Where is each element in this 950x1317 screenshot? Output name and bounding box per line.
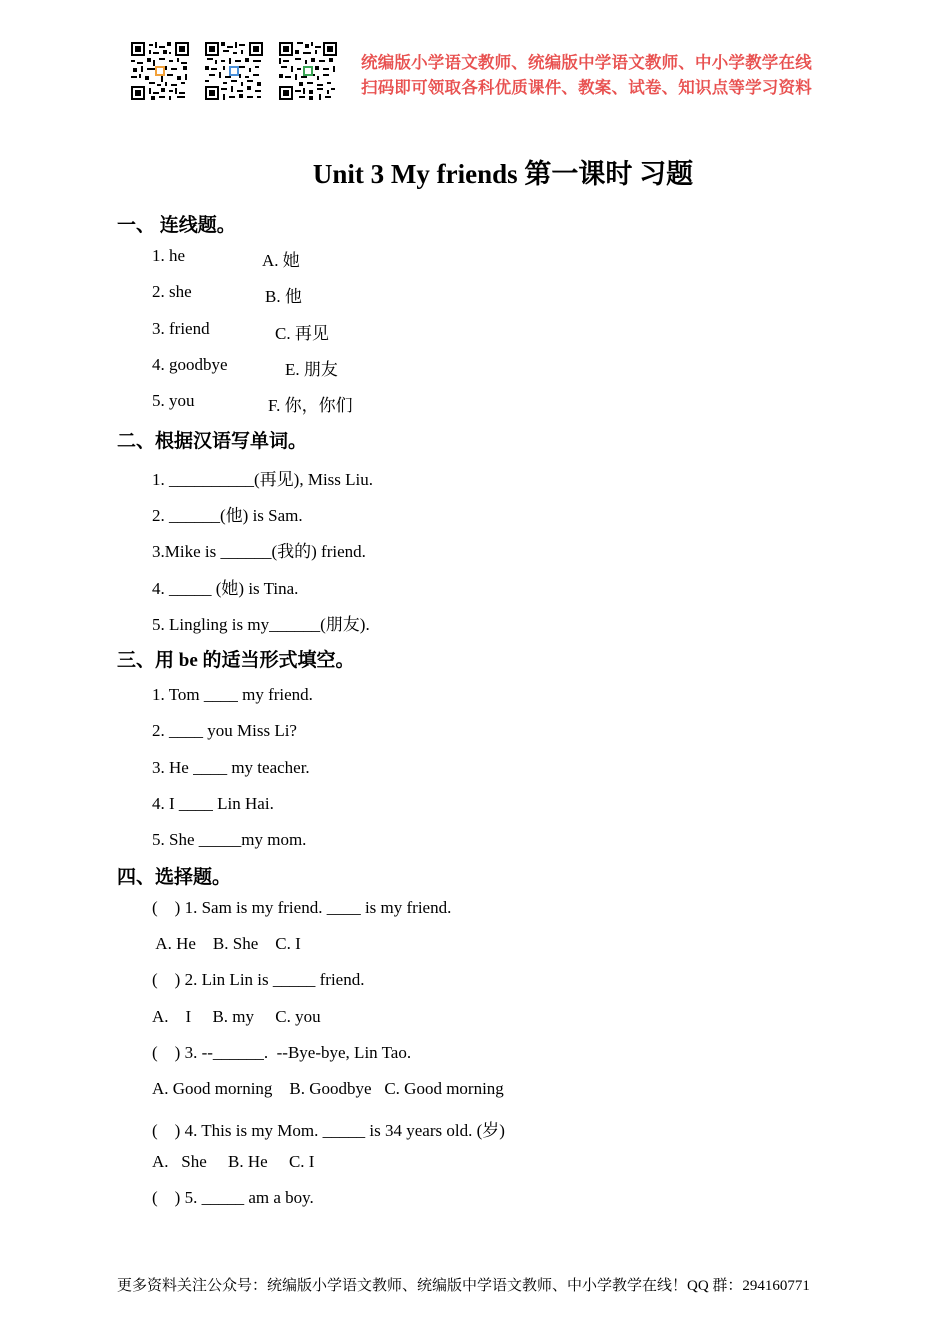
fill-item-2: 2. ______(他) is Sam. [152, 506, 303, 525]
match-left-4: 4. goodbye [152, 355, 228, 374]
choice-question-4: ( ) 4. This is my Mom. _____ is 34 years old. (岁) [152, 1121, 505, 1140]
match-right-1: A. 她 [262, 251, 300, 270]
match-left-3: 3. friend [152, 319, 210, 338]
banner-line-1: 统编版小学语文教师、统编版中学语文教师、中小学教学在线 [361, 53, 812, 72]
section-1-heading: 一、 连线题。 [117, 215, 236, 236]
match-right-4: E. 朋友 [285, 360, 338, 379]
choice-options-1: A. He B. She C. I [152, 934, 301, 953]
match-left-1: 1. he [152, 246, 186, 265]
fill-item-5: 5. Lingling is my______(朋友). [152, 615, 370, 634]
banner-line-2: 扫码即可领取各科优质课件、教案、试卷、知识点等学习资料 [361, 78, 812, 97]
page-footer: 更多资料关注公众号：统编版小学语文教师、统编版中学语文教师、中小学教学在线！QQ 群：294160771 [117, 1278, 810, 1294]
qr-code-icon [131, 42, 189, 100]
match-right-2: B. 他 [265, 287, 302, 306]
be-item-5: 5. She _____my mom. [152, 830, 307, 849]
choice-question-2: ( ) 2. Lin Lin is _____ friend. [152, 970, 365, 989]
fill-item-4: 4. _____ (她) is Tina. [152, 579, 299, 598]
qr-code-3 [279, 42, 337, 100]
match-left-5: 5. you [152, 391, 195, 410]
match-left-2: 2. she [152, 282, 192, 301]
qr-code-icon [279, 42, 337, 100]
qr-code-1 [131, 42, 189, 100]
match-right-5: F. 你，你们 [268, 396, 353, 415]
be-item-4: 4. I ____ Lin Hai. [152, 794, 274, 813]
choice-options-2: A. I B. my C. you [152, 1007, 321, 1026]
qr-code-2 [205, 42, 263, 100]
choice-question-5: ( ) 5. _____ am a boy. [152, 1188, 314, 1207]
be-item-2: 2. ____ you Miss Li? [152, 721, 297, 740]
choice-options-4: A. She B. He C. I [152, 1152, 315, 1171]
qr-code-icon [205, 42, 263, 100]
choice-question-1: ( ) 1. Sam is my friend. ____ is my friend. [152, 898, 452, 917]
section-3-heading: 三、用 be 的适当形式填空。 [117, 650, 355, 671]
section-4-heading: 四、选择题。 [117, 867, 232, 888]
page-title: Unit 3 My friends 第一课时 习题 [312, 159, 694, 189]
choice-question-3: ( ) 3. --______. --Bye-bye, Lin Tao. [152, 1043, 412, 1062]
choice-options-3: A. Good morning B. Goodbye C. Good morning [152, 1079, 504, 1098]
section-2-heading: 二、根据汉语写单词。 [117, 431, 308, 452]
be-item-3: 3. He ____ my teacher. [152, 758, 310, 777]
be-item-1: 1. Tom ____ my friend. [152, 685, 313, 704]
fill-item-1: 1. __________(再见), Miss Liu. [152, 470, 373, 489]
fill-item-3: 3.Mike is ______(我的) friend. [152, 542, 366, 561]
match-right-3: C. 再见 [275, 324, 329, 343]
